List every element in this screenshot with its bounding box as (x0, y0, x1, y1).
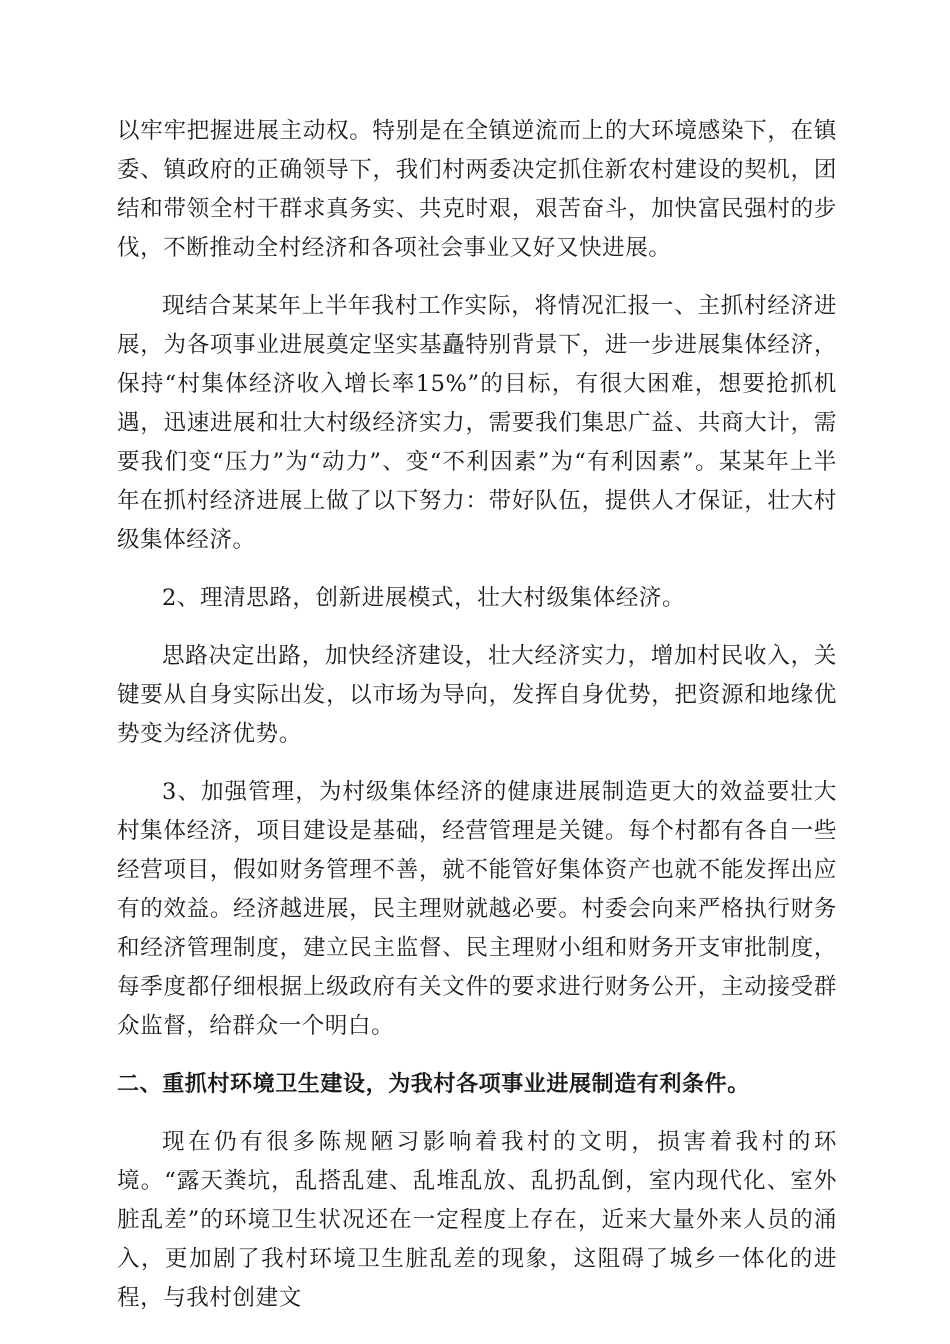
paragraph-environment: 现在仍有很多陈规陋习影响着我村的文明，损害着我村的环境。“露天粪坑，乱搭乱建、乱堆乱放、乱扔乱倒，室内现代化、室外脏乱差”的环境卫生状况还在一定程度上存在，近来大量外来人员的涌入，更加剧了我村环境卫生脏乱差的现象，这阻碍了城乡一体化的进程，与我村创建文 (117, 1129, 837, 1311)
section-heading-two: 二、重抓村环境卫生建设，为我村各项事业进展制造有利条件。 (117, 1072, 750, 1097)
paragraph-item-2-title: 2、理清思路，创新进展模式，壮大村级集体经济。 (162, 585, 686, 611)
paragraph-item-2-body: 思路决定出路，加快经济建设，壮大经济实力，增加村民收入，关键要从自身实际出发，以市场为导向，发挥自身优势，把资源和地缘优势变为经济优势。 (117, 643, 837, 747)
paragraph-item-3: 3、加强管理，为村级集体经济的健康进展制造更大的效益要壮大村集体经济，项目建设是基础，经营管理是关键。每个村都有各自一些经营项目，假如财务管理不善，就不能管好集体资产也就不能发挥出应有的效益。经济越进展，民主理财就越必要。村委会向来严格执行财务和经济管理制度，建立民主监督、民主理财小组和财务开支审批制度，每季度都仔细根据上级政府有关文件的要求进行财务公开，主动接受群众监督，给群众一个明白。 (117, 779, 837, 1039)
paragraph-intro-continued: 以牢牢把握进展主动权。特别是在全镇逆流而上的大环境感染下，在镇委、镇政府的正确领导下，我们村两委决定抓住新农村建设的契机，团结和带领全村干群求真务实、共克时艰，艰苦奋斗，加快富民强村的步伐，不断推动全村经济和各项社会事业又好又快进展。 (117, 118, 837, 261)
document-body (117, 112, 837, 1318)
paragraph-first-half-report: 现结合某某年上半年我村工作实际，将情况汇报一、主抓村经济进展，为各项事业进展奠定坚实基矗特别背景下，进一步进展集体经济，保持“村集体经济收入增长率15%”的目标，有很大困难，想要抢抓机遇，迅速进展和壮大村级经济实力，需要我们集思广益、共商大计，需要我们变“压力”为“动力”、变“不利因素”为“有利因素”。某某年上半年在抓村经济进展上做了以下努力：带好队伍，提供人才保证，壮大村级集体经济。 (117, 293, 837, 553)
